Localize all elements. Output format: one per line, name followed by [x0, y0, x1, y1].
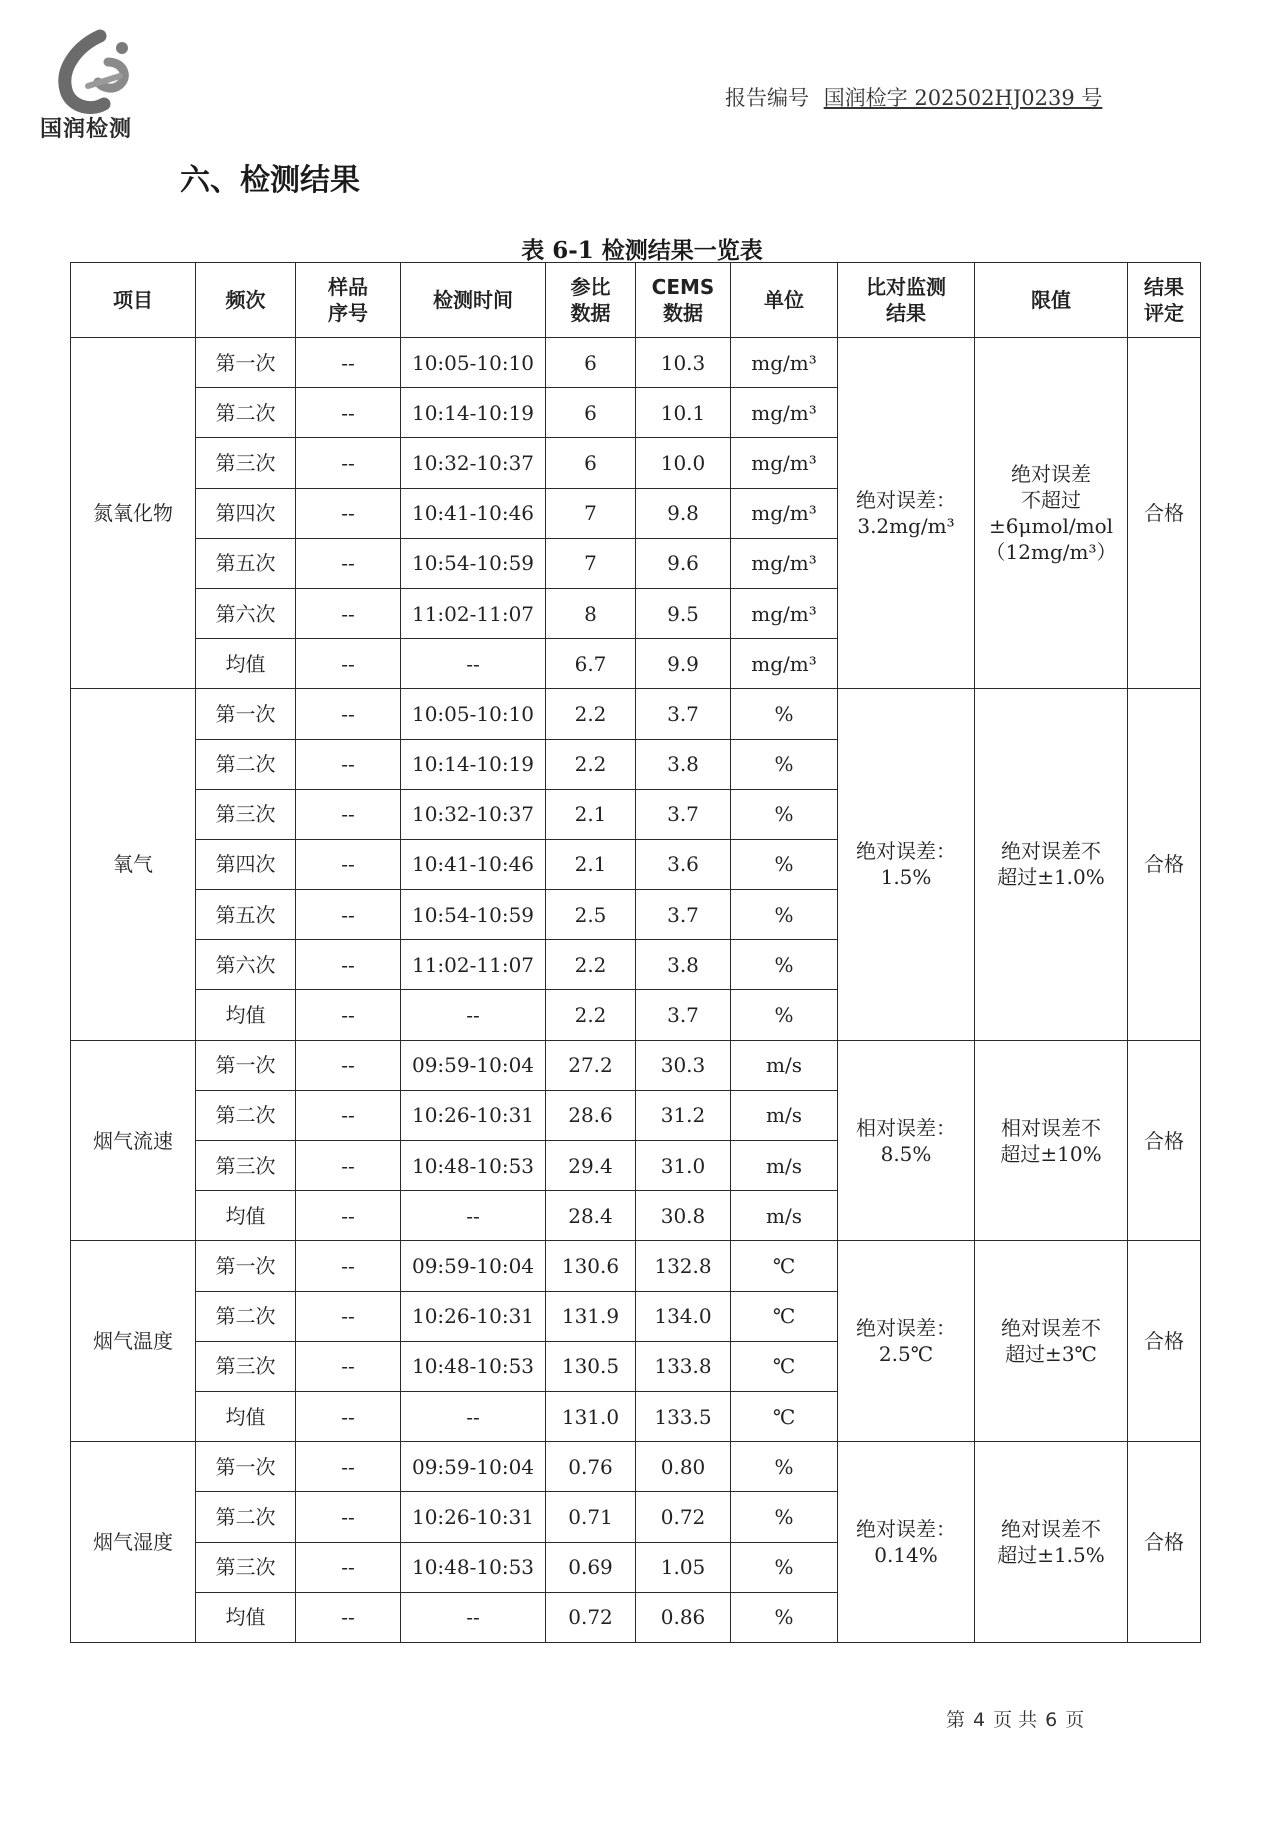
evaluation-cell: 合格: [1128, 689, 1201, 1040]
unit-cell: ℃: [731, 1291, 838, 1341]
unit-cell: mg/m³: [731, 488, 838, 538]
cems-value-cell: 0.72: [636, 1492, 731, 1542]
sample-no-cell: --: [296, 890, 401, 940]
reference-value-cell: 6.7: [546, 639, 636, 689]
reference-value-cell: 0.72: [546, 1592, 636, 1642]
comparison-result-line: 2.5℃: [878, 1342, 934, 1367]
frequency-cell: 第一次: [196, 1040, 296, 1090]
cems-value-cell: 3.7: [636, 789, 731, 839]
cems-value-cell: 3.7: [636, 890, 731, 940]
frequency-cell: 第三次: [196, 1141, 296, 1191]
sample-no-cell: --: [296, 1592, 401, 1642]
unit-cell: %: [731, 839, 838, 889]
limit-line: 超过±1.5%: [997, 1543, 1105, 1567]
test-time-cell: 10:26-10:31: [401, 1492, 546, 1542]
test-time-cell: 10:14-10:19: [401, 388, 546, 438]
reference-value-cell: 130.6: [546, 1241, 636, 1291]
reference-value-cell: 6: [546, 338, 636, 388]
sample-no-cell: --: [296, 1492, 401, 1542]
test-time-cell: 10:05-10:10: [401, 689, 546, 739]
sample-no-cell: --: [296, 388, 401, 438]
sample-no-cell: --: [296, 940, 401, 990]
frequency-cell: 第四次: [196, 839, 296, 889]
test-time-cell: --: [401, 639, 546, 689]
unit-cell: %: [731, 739, 838, 789]
limit-line: ±6μmol/mol: [988, 514, 1114, 539]
cems-value-cell: 0.80: [636, 1442, 731, 1492]
results-table-body: [71, 338, 1201, 1643]
unit-cell: %: [731, 890, 838, 940]
reference-value-cell: 2.5: [546, 890, 636, 940]
test-time-cell: 10:26-10:31: [401, 1291, 546, 1341]
reference-value-cell: 131.9: [546, 1291, 636, 1341]
cems-value-cell: 10.0: [636, 438, 731, 488]
results-table: [70, 262, 1201, 1643]
limit-line: 绝对误差不: [1001, 1316, 1101, 1341]
column-header: 单位: [731, 263, 838, 338]
cems-value-cell: 31.2: [636, 1090, 731, 1140]
frequency-cell: 第五次: [196, 890, 296, 940]
cems-value-cell: 9.6: [636, 538, 731, 588]
evaluation-cell: 合格: [1128, 1241, 1201, 1442]
cems-value-cell: 10.1: [636, 388, 731, 438]
frequency-cell: 第二次: [196, 739, 296, 789]
limit-line: 绝对误差不: [1001, 1517, 1101, 1541]
column-header: 样品 序号: [296, 263, 401, 338]
frequency-cell: 均值: [196, 639, 296, 689]
unit-cell: %: [731, 990, 838, 1040]
reference-value-cell: 2.1: [546, 839, 636, 889]
section-title: 六、检测结果: [180, 163, 360, 198]
reference-value-cell: 8: [546, 588, 636, 638]
reference-value-cell: 2.2: [546, 739, 636, 789]
limit-line: （12mg/m³）: [985, 540, 1117, 565]
frequency-cell: 第二次: [196, 1492, 296, 1542]
report-number-value: 国润检字 202502HJ0239 号: [823, 86, 1103, 110]
evaluation-cell: 合格: [1128, 1442, 1201, 1643]
test-time-cell: --: [401, 1391, 546, 1441]
frequency-cell: 第一次: [196, 1241, 296, 1291]
report-number: [725, 82, 1102, 112]
table-row: [71, 1241, 1201, 1291]
unit-cell: %: [731, 940, 838, 990]
test-time-cell: 10:14-10:19: [401, 739, 546, 789]
logo-mark-icon: [38, 28, 148, 118]
column-header: 比对监测 结果: [838, 263, 975, 338]
limit-cell: [975, 1241, 1128, 1442]
cems-value-cell: 1.05: [636, 1542, 731, 1592]
report-number-label: 报告编号: [725, 86, 809, 110]
unit-cell: %: [731, 789, 838, 839]
reference-value-cell: 7: [546, 538, 636, 588]
cems-value-cell: 134.0: [636, 1291, 731, 1341]
item-name-cell: 烟气湿度: [71, 1442, 196, 1643]
unit-cell: m/s: [731, 1040, 838, 1090]
test-time-cell: 09:59-10:04: [401, 1040, 546, 1090]
cems-value-cell: 3.6: [636, 839, 731, 889]
column-header: 限值: [975, 263, 1128, 338]
evaluation-cell: 合格: [1128, 338, 1201, 689]
comparison-result-cell: [838, 1442, 975, 1643]
limit-line: 绝对误差: [1011, 462, 1091, 487]
cems-value-cell: 133.8: [636, 1341, 731, 1391]
unit-cell: mg/m³: [731, 338, 838, 388]
test-time-cell: --: [401, 990, 546, 1040]
frequency-cell: 均值: [196, 1191, 296, 1241]
reference-value-cell: 27.2: [546, 1040, 636, 1090]
comparison-result-cell: [838, 338, 975, 689]
limit-cell: [975, 1040, 1128, 1241]
item-name-cell: 烟气温度: [71, 1241, 196, 1442]
reference-value-cell: 2.2: [546, 689, 636, 739]
reference-value-cell: 28.6: [546, 1090, 636, 1140]
unit-cell: %: [731, 1592, 838, 1642]
table-caption: 表 6-1 检测结果一览表: [521, 237, 763, 264]
cems-value-cell: 9.8: [636, 488, 731, 538]
unit-cell: mg/m³: [731, 388, 838, 438]
evaluation-cell: 合格: [1128, 1040, 1201, 1241]
comparison-result-line: 相对误差：: [856, 1115, 956, 1140]
frequency-cell: 第三次: [196, 1542, 296, 1592]
logo-text: 国润检测: [40, 117, 133, 142]
unit-cell: %: [731, 1492, 838, 1542]
table-row: [71, 338, 1201, 388]
item-name-cell: 烟气流速: [71, 1040, 196, 1241]
comparison-result-cell: [838, 1040, 975, 1241]
reference-value-cell: 2.2: [546, 990, 636, 1040]
frequency-cell: 第二次: [196, 1291, 296, 1341]
frequency-cell: 第三次: [196, 789, 296, 839]
unit-cell: mg/m³: [731, 639, 838, 689]
frequency-cell: 第四次: [196, 488, 296, 538]
frequency-cell: 第六次: [196, 588, 296, 638]
comparison-result-cell: [838, 689, 975, 1040]
column-header: 检测时间: [401, 263, 546, 338]
column-header: 项目: [71, 263, 196, 338]
limit-cell: [975, 1442, 1128, 1643]
test-time-cell: 10:32-10:37: [401, 789, 546, 839]
comparison-result-line: 8.5%: [880, 1141, 932, 1166]
comparison-result-line: 3.2mg/m³: [857, 514, 955, 539]
test-time-cell: 10:48-10:53: [401, 1341, 546, 1391]
table-header-row: [71, 263, 1201, 338]
page-number: 第 4 页 共 6 页: [946, 1709, 1085, 1731]
sample-no-cell: --: [296, 990, 401, 1040]
column-header: 结果 评定: [1128, 263, 1201, 338]
reference-value-cell: 0.69: [546, 1542, 636, 1592]
unit-cell: ℃: [731, 1391, 838, 1441]
table-row: [71, 689, 1201, 739]
cems-value-cell: 30.8: [636, 1191, 731, 1241]
cems-value-cell: 30.3: [636, 1040, 731, 1090]
sample-no-cell: --: [296, 1090, 401, 1140]
cems-value-cell: 133.5: [636, 1391, 731, 1441]
sample-no-cell: --: [296, 438, 401, 488]
unit-cell: %: [731, 1542, 838, 1592]
frequency-cell: 第二次: [196, 1090, 296, 1140]
test-time-cell: 10:26-10:31: [401, 1090, 546, 1140]
unit-cell: ℃: [731, 1241, 838, 1291]
limit-line: 超过±3℃: [1005, 1342, 1097, 1367]
reference-value-cell: 29.4: [546, 1141, 636, 1191]
reference-value-cell: 28.4: [546, 1191, 636, 1241]
test-time-cell: 10:32-10:37: [401, 438, 546, 488]
sample-no-cell: --: [296, 839, 401, 889]
cems-value-cell: 132.8: [636, 1241, 731, 1291]
frequency-cell: 均值: [196, 1391, 296, 1441]
limit-line: 超过±1.0%: [997, 865, 1105, 890]
table-row: [71, 1040, 1201, 1090]
unit-cell: m/s: [731, 1141, 838, 1191]
reference-value-cell: 2.1: [546, 789, 636, 839]
item-name-cell: 氮氧化物: [71, 338, 196, 689]
reference-value-cell: 7: [546, 488, 636, 538]
limit-cell: [975, 338, 1128, 689]
limit-line: 不超过: [1021, 488, 1081, 513]
cems-value-cell: 3.7: [636, 689, 731, 739]
reference-value-cell: 130.5: [546, 1341, 636, 1391]
sample-no-cell: --: [296, 1391, 401, 1441]
reference-value-cell: 131.0: [546, 1391, 636, 1441]
reference-value-cell: 0.76: [546, 1442, 636, 1492]
sample-no-cell: --: [296, 488, 401, 538]
frequency-cell: 第一次: [196, 1442, 296, 1492]
sample-no-cell: --: [296, 1241, 401, 1291]
comparison-result-line: 绝对误差：: [856, 1517, 956, 1541]
unit-cell: mg/m³: [731, 438, 838, 488]
sample-no-cell: --: [296, 1191, 401, 1241]
sample-no-cell: --: [296, 639, 401, 689]
reference-value-cell: 0.71: [546, 1492, 636, 1542]
sample-no-cell: --: [296, 1442, 401, 1492]
frequency-cell: 均值: [196, 1592, 296, 1642]
cems-value-cell: 10.3: [636, 338, 731, 388]
frequency-cell: 第五次: [196, 538, 296, 588]
reference-value-cell: 6: [546, 438, 636, 488]
unit-cell: mg/m³: [731, 538, 838, 588]
frequency-cell: 第三次: [196, 438, 296, 488]
table-row: [71, 1442, 1201, 1492]
cems-value-cell: 9.9: [636, 639, 731, 689]
unit-cell: %: [731, 1442, 838, 1492]
frequency-cell: 第二次: [196, 388, 296, 438]
test-time-cell: 09:59-10:04: [401, 1442, 546, 1492]
sample-no-cell: --: [296, 789, 401, 839]
test-time-cell: 11:02-11:07: [401, 940, 546, 990]
comparison-result-line: 绝对误差：: [856, 1316, 956, 1341]
sample-no-cell: --: [296, 588, 401, 638]
column-header: 参比 数据: [546, 263, 636, 338]
comparison-result-cell: [838, 1241, 975, 1442]
test-time-cell: 09:59-10:04: [401, 1241, 546, 1291]
test-time-cell: 10:41-10:46: [401, 839, 546, 889]
unit-cell: m/s: [731, 1090, 838, 1140]
sample-no-cell: --: [296, 689, 401, 739]
cems-value-cell: 31.0: [636, 1141, 731, 1191]
column-header: 频次: [196, 263, 296, 338]
cems-value-cell: 3.8: [636, 940, 731, 990]
test-time-cell: 10:54-10:59: [401, 538, 546, 588]
test-time-cell: 10:05-10:10: [401, 338, 546, 388]
sample-no-cell: --: [296, 1040, 401, 1090]
unit-cell: m/s: [731, 1191, 838, 1241]
unit-cell: mg/m³: [731, 588, 838, 638]
comparison-result-line: 绝对误差：: [856, 839, 956, 864]
limit-cell: [975, 689, 1128, 1040]
unit-cell: %: [731, 689, 838, 739]
reference-value-cell: 2.2: [546, 940, 636, 990]
test-time-cell: 11:02-11:07: [401, 588, 546, 638]
cems-value-cell: 9.5: [636, 588, 731, 638]
column-header: CEMS 数据: [636, 263, 731, 338]
test-time-cell: 10:48-10:53: [401, 1141, 546, 1191]
test-time-cell: --: [401, 1191, 546, 1241]
sample-no-cell: --: [296, 538, 401, 588]
sample-no-cell: --: [296, 338, 401, 388]
test-time-cell: 10:54-10:59: [401, 890, 546, 940]
sample-no-cell: --: [296, 739, 401, 789]
item-name-cell: 氧气: [71, 689, 196, 1040]
limit-line: 超过±10%: [1000, 1141, 1102, 1166]
frequency-cell: 第一次: [196, 338, 296, 388]
limit-line: 相对误差不: [1001, 1115, 1101, 1140]
cems-value-cell: 3.7: [636, 990, 731, 1040]
test-time-cell: 10:48-10:53: [401, 1542, 546, 1592]
frequency-cell: 第六次: [196, 940, 296, 990]
sample-no-cell: --: [296, 1141, 401, 1191]
test-time-cell: 10:41-10:46: [401, 488, 546, 538]
sample-no-cell: --: [296, 1542, 401, 1592]
frequency-cell: 均值: [196, 990, 296, 1040]
sample-no-cell: --: [296, 1341, 401, 1391]
comparison-result-line: 1.5%: [880, 865, 932, 890]
cems-value-cell: 3.8: [636, 739, 731, 789]
cems-value-cell: 0.86: [636, 1592, 731, 1642]
unit-cell: ℃: [731, 1341, 838, 1391]
sample-no-cell: --: [296, 1291, 401, 1341]
frequency-cell: 第一次: [196, 689, 296, 739]
comparison-result-line: 绝对误差：: [856, 488, 956, 513]
test-time-cell: --: [401, 1592, 546, 1642]
reference-value-cell: 6: [546, 388, 636, 438]
limit-line: 绝对误差不: [1001, 839, 1101, 864]
comparison-result-line: 0.14%: [874, 1543, 938, 1567]
frequency-cell: 第三次: [196, 1341, 296, 1391]
